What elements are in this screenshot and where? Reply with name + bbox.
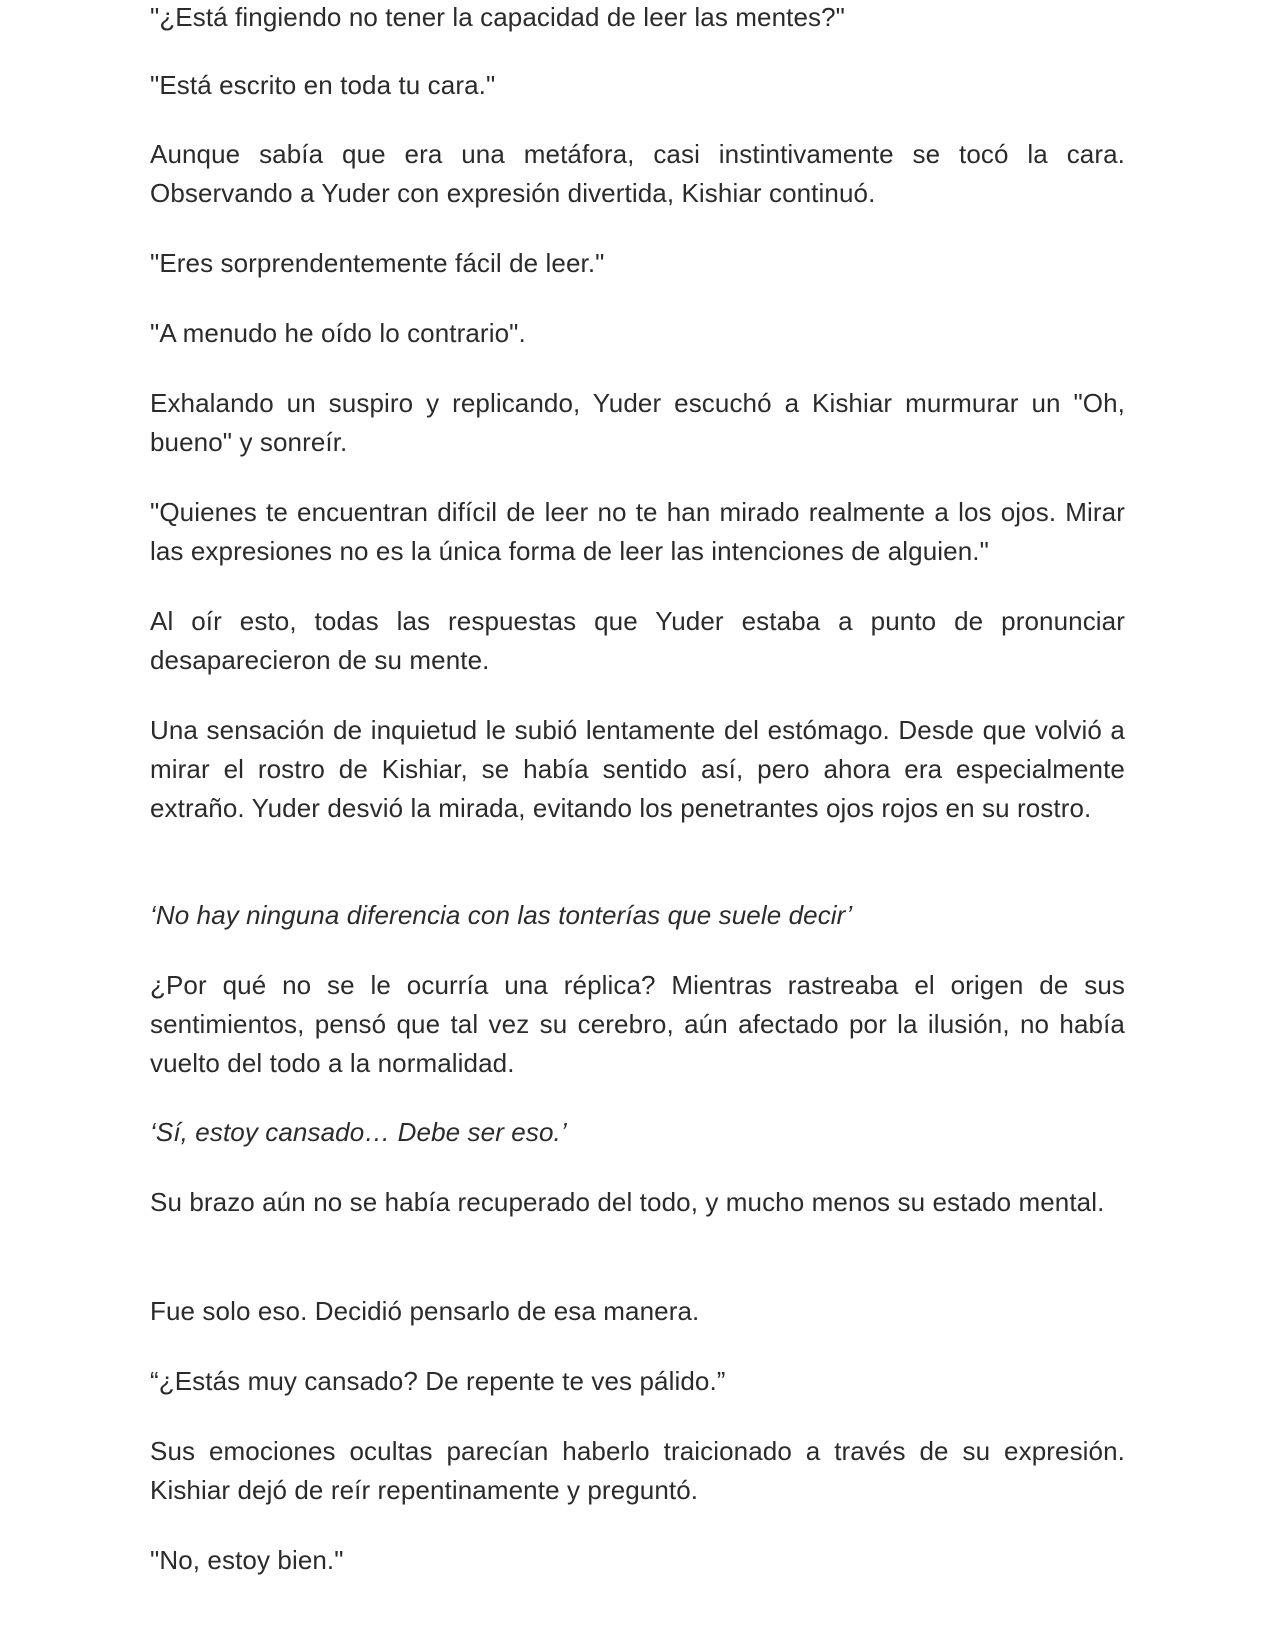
paragraph: "No, estoy bien." bbox=[150, 1545, 344, 1575]
paragraph-italic: ‘Sí, estoy cansado… Debe ser eso.’ bbox=[150, 1117, 567, 1147]
paragraph: Al oír esto, todas las respuestas que Yuder estaba a punto de pronunciar desaparecieron de su mente. bbox=[150, 606, 1125, 675]
paragraph: Fue solo eso. Decidió pensarlo de esa manera. bbox=[150, 1296, 700, 1326]
paragraph-italic: ‘No hay ninguna diferencia con las tonterías que suele decir’ bbox=[150, 900, 853, 930]
paragraph: "Está escrito en toda tu cara." bbox=[150, 70, 496, 100]
paragraph: "Quienes te encuentran difícil de leer no te han mirado realmente a los ojos. Mirar las expresiones no es la única forma de leer las intenciones de alguien." bbox=[150, 497, 1125, 566]
paragraph: Una sensación de inquietud le subió lentamente del estómago. Desde que volvió a mirar el rostro de Kishiar, se había sentido así, pero ahora era especialmente extraño. Yuder desvió la mirada, evitando los penetrantes ojos rojos en su rostro. bbox=[150, 715, 1125, 823]
paragraph: Su brazo aún no se había recuperado del todo, y mucho menos su estado mental. bbox=[150, 1187, 1105, 1217]
paragraph: "Eres sorprendentemente fácil de leer." bbox=[150, 248, 605, 278]
paragraph: Aunque sabía que era una metáfora, casi instintivamente se tocó la cara. Observando a Yuder con expresión divertida, Kishiar continuó. bbox=[150, 139, 1125, 208]
paragraph: ¿Por qué no se le ocurría una réplica? Mientras rastreaba el origen de sus sentimientos, pensó que tal vez su cerebro, aún afectado por la ilusión, no había vuelto del todo a la normalidad. bbox=[150, 970, 1125, 1078]
paragraph: "A menudo he oído lo contrario". bbox=[150, 318, 526, 348]
paragraph: Exhalando un suspiro y replicando, Yuder escuchó a Kishiar murmurar un "Oh, bueno" y sonreír. bbox=[150, 388, 1125, 457]
paragraph: “¿Estás muy cansado? De repente te ves pálido.” bbox=[150, 1366, 726, 1396]
paragraph: Sus emociones ocultas parecían haberlo traicionado a través de su expresión. Kishiar dejó de reír repentinamente y preguntó. bbox=[150, 1436, 1125, 1505]
paragraph: "¿Está fingiendo no tener la capacidad de leer las mentes?" bbox=[150, 2, 846, 32]
